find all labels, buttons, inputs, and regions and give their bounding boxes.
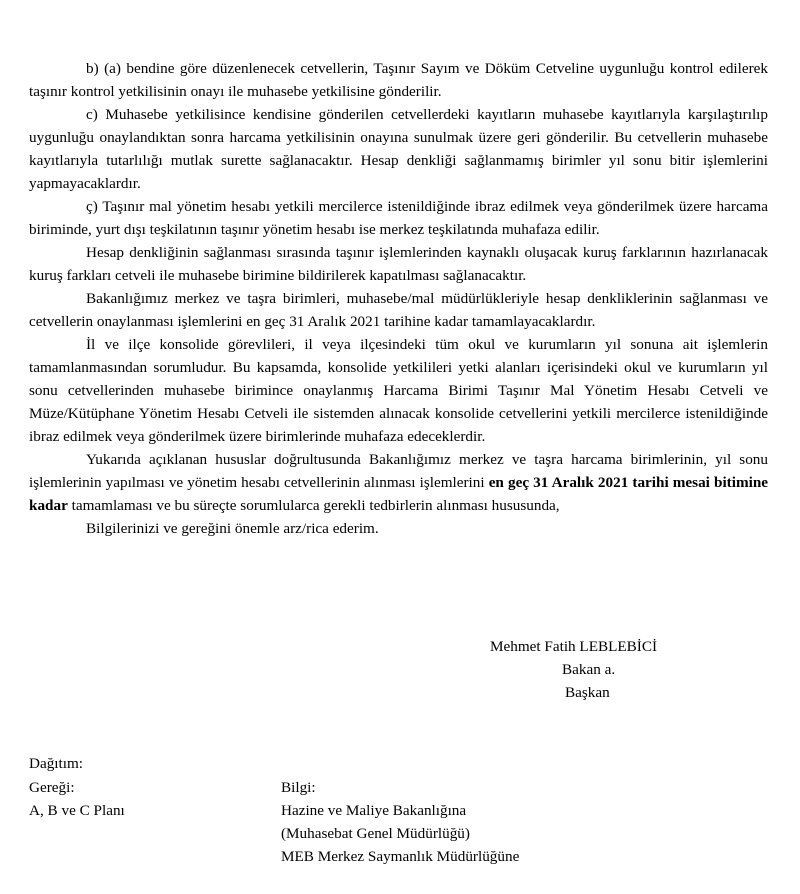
- distribution-info-label: Bilgi:: [281, 779, 316, 796]
- paragraph-rounding: Hesap denkliğinin sağlanması sırasında taşınır işlemlerinden kaynaklı oluşacak kuruş farklarının hazırlanacak kuruş farkları cetveli ile muhasebe birimine bildirilerek kapatılması sağlanacaktır.: [29, 244, 768, 284]
- paragraph-closing: Bilgilerinizi ve gereğini önemle arz/rica ederim.: [86, 520, 379, 537]
- paragraph-c: c) Muhasebe yetkilisince kendisine gönderilen cetvellerdeki kayıtların muhasebe kayıtlarıyla karşılaştırılıp uygunluğu onaylandıktan sonra harcama yetkilisinin onayına sunulmak üzere geri gönderilir. Bu cetvellerin muhasebe kayıtlarıyla tutarlılığı mutlak surette sağlanacaktır. Hesap denkliği sağlanmamış birimler yıl sonu bitir işlemlerini yapmayacaklardır.: [29, 106, 768, 192]
- letter-body: [29, 57, 768, 540]
- paragraph-consolidation: İl ve ilçe konsolide görevlileri, il veya ilçesindeki tüm okul ve kurumların yıl sonuna ait işlemlerin tamamlanmasından sorumludur. Bu kapsamda, konsolide yetkilileri yetki alanları içerisindeki okul ve kurumların yıl sonu cetvellerinden muhasebe birimince onaylanmış Harcama Birimi Taşınır Mal Yönetim Hesabı Cetveli ve Müze/Kütüphane Yönetim Hesabı Cetveli ile sistemden alınacak konsolide cetvellerini yetkili mercilerce istenildiğinde ibraz edilmek veya gönderilmek üzere birimlerinde muhafaza edeceklerdir.: [29, 336, 768, 445]
- signer-title-2: Başkan: [565, 684, 610, 701]
- paragraph-cc: ç) Taşınır mal yönetim hesabı yetkili mercilerce istenildiğinde ibraz edilmek veya gönderilmek üzere harcama biriminde, yurt dışı teşkilatının taşınır yönetim hesabı ise merkez teşkilatında muhafaza edilir.: [29, 198, 768, 238]
- paragraph-final: [29, 448, 768, 517]
- distribution-info-line: (Muhasebat Genel Müdürlüğü): [281, 825, 470, 842]
- distribution-heading: Dağıtım:: [29, 755, 83, 772]
- final-text-after: tamamlaması ve bu süreçte sorumlularca gerekli tedbirlerin alınması hususunda,: [67, 497, 560, 514]
- distribution-info-line: Hazine ve Maliye Bakanlığına: [281, 802, 467, 819]
- signer-name: Mehmet Fatih LEBLEBİCİ: [490, 638, 658, 655]
- final-text-before: Yukarıda açıklanan hususlar doğrultusunda Bakanlığımız merkez ve taşra harcama birimlerinin, yıl sonu işlemlerinin yapılması ve yönetim hesabı cetvellerinin alınması işlemlerini: [29, 451, 768, 491]
- final-text-bold: en geç 31 Aralık 2021 tarihi mesai bitimine kadar: [29, 474, 769, 514]
- distribution-action-label: Gereği:: [29, 779, 75, 796]
- paragraph-b: b) (a) bendine göre düzenlenecek cetvellerin, Taşınır Sayım ve Döküm Cetveline uygunluğu kontrol edilerek taşınır kontrol yetkilisinin onayı ile muhasebe yetkilisine gönderilir.: [29, 60, 768, 100]
- paragraph-deadline: Bakanlığımız merkez ve taşra birimleri, muhasebe/mal müdürlükleriyle hesap denkliklerinin sağlanması ve cetvellerin onaylanması işlemlerini en geç 31 Aralık 2021 tarihine kadar tamamlayacaklardır.: [29, 290, 768, 330]
- distribution-info-line: MEB Merkez Saymanlık Müdürlüğüne: [281, 848, 520, 865]
- signer-title-1: Bakan a.: [562, 661, 616, 678]
- distribution-action-value: A, B ve C Planı: [29, 802, 125, 819]
